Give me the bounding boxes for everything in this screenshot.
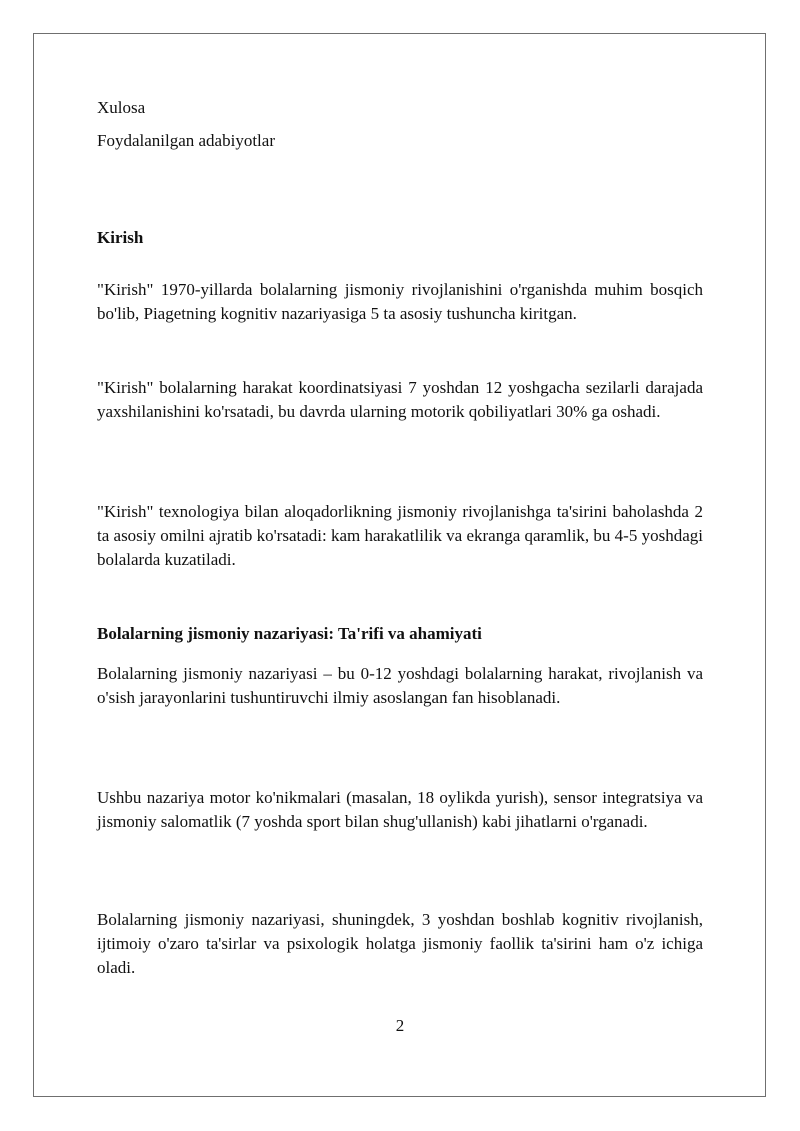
- page-number: 2: [395, 1016, 405, 1035]
- theory-paragraph: Ushbu nazariya motor ko'nikmalari (masalan, 18 oylikda yurish), sensor integratsiya va jismoniy salomatlik (7 yoshda sport bilan shug'ullanish) kabi jihatlarni o'rganadi.: [97, 788, 703, 831]
- section-heading-theory: Bolalarning jismoniy nazariyasi: Ta'rifi va ahamiyati: [97, 624, 482, 643]
- intro-paragraph: "Kirish" texnologiya bilan aloqadorlikning jismoniy rivojlanishga ta'sirini baholashda 2 ta asosiy omilni ajratib ko'rsatadi: kam harakatlilik va ekranga qaramlik, bu 4-5 yoshdagi bolalarda kuzatiladi.: [97, 502, 703, 569]
- theory-paragraph: Bolalarning jismoniy nazariyasi – bu 0-12 yoshdagi bolalarning harakat, rivojlanish va o'sish jarayonlarini tushuntiruvchi ilmiy asoslangan fan hisoblanadi.: [97, 664, 703, 707]
- intro-paragraph: "Kirish" bolalarning harakat koordinatsiyasi 7 yoshdan 12 yoshgacha sezilarli darajada yaxshilanishini ko'rsatadi, bu davrda ularning motorik qobiliyatlari 30% ga oshadi.: [97, 378, 703, 421]
- section-heading-introduction: Kirish: [97, 228, 144, 247]
- intro-paragraph: "Kirish" 1970-yillarda bolalarning jismoniy rivojlanishini o'rganishda muhim bosqich bo'lib, Piagetning kognitiv nazariyasiga 5 ta asosiy tushuncha kiritgan.: [97, 280, 703, 323]
- toc-item-conclusion: Xulosa: [97, 98, 146, 117]
- toc-item-references: Foydalanilgan adabiyotlar: [97, 131, 275, 150]
- theory-paragraph: Bolalarning jismoniy nazariyasi, shuningdek, 3 yoshdan boshlab kognitiv rivojlanish, ijtimoiy o'zaro ta'sirlar va psixologik holatga jismoniy faollik ta'sirini ham o'z ichiga oladi.: [97, 910, 703, 977]
